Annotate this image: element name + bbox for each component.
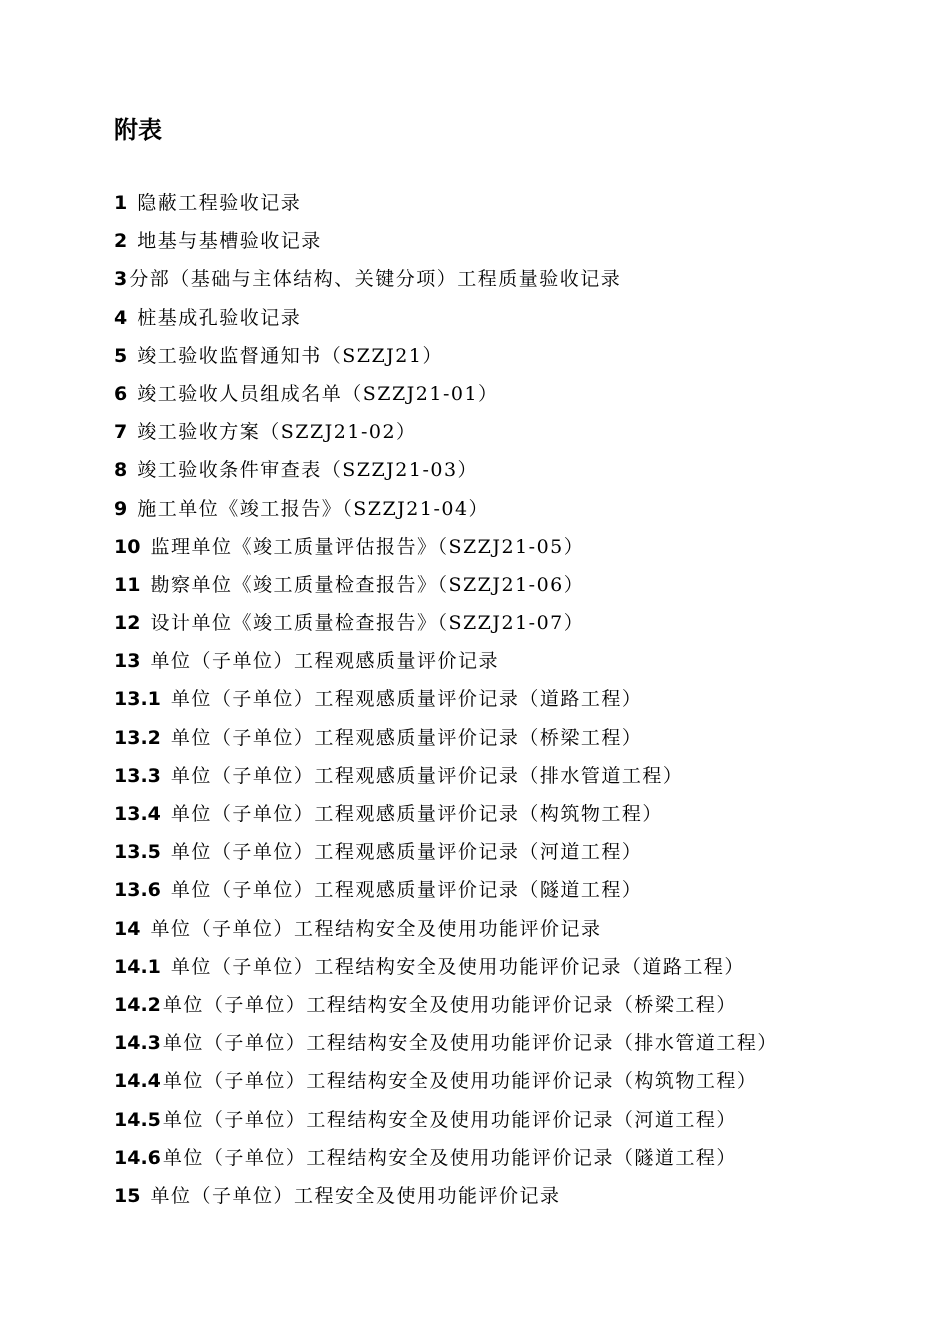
- list-item: [114, 719, 914, 757]
- appendix-list: [114, 184, 914, 1215]
- item-number: 15: [114, 1184, 141, 1207]
- item-number: 4: [114, 306, 128, 329]
- list-item: [114, 795, 914, 833]
- item-number: 13.1: [114, 688, 161, 711]
- item-number: 7: [114, 421, 128, 444]
- list-item: [114, 680, 914, 718]
- list-item: [114, 375, 914, 413]
- list-item: [114, 757, 914, 795]
- item-title: 单位（子单位）工程观感质量评价记录（桥梁工程）: [170, 726, 643, 749]
- list-item: [114, 871, 914, 909]
- item-number: 13.5: [114, 841, 161, 864]
- item-number: 14.5: [114, 1108, 161, 1131]
- list-item: [114, 184, 914, 222]
- item-number: 14: [114, 917, 141, 940]
- list-item: [114, 528, 914, 566]
- item-number: 6: [114, 382, 128, 405]
- list-item: [114, 222, 914, 260]
- list-item: [114, 299, 914, 337]
- item-title: 单位（子单位）工程结构安全及使用功能评价记录（道路工程）: [170, 955, 745, 978]
- item-title: 地基与基槽验收记录: [137, 230, 322, 253]
- item-number: 9: [114, 497, 128, 520]
- item-title: 桩基成孔验收记录: [137, 306, 302, 329]
- item-title: 施工单位《竣工报告》（SZZJ21-04）: [137, 497, 490, 520]
- list-item: [114, 833, 914, 871]
- item-title: 单位（子单位）工程观感质量评价记录（河道工程）: [170, 841, 643, 864]
- item-number: 14.6: [114, 1146, 161, 1169]
- item-title: 竣工验收条件审查表（SZZJ21-03）: [137, 459, 479, 482]
- item-title: 单位（子单位）工程结构安全及使用功能评价记录（桥梁工程）: [162, 993, 737, 1016]
- item-title: 单位（子单位）工程结构安全及使用功能评价记录（河道工程）: [162, 1108, 737, 1131]
- item-title: 单位（子单位）工程观感质量评价记录: [150, 650, 499, 673]
- list-item: [114, 451, 914, 489]
- list-item: [114, 986, 914, 1024]
- list-item: [114, 910, 914, 948]
- list-item: [114, 490, 914, 528]
- list-item: [114, 1062, 914, 1100]
- list-item: [114, 948, 914, 986]
- list-item: [114, 413, 914, 451]
- item-title: 单位（子单位）工程观感质量评价记录（排水管道工程）: [170, 764, 684, 787]
- page-title: 附表: [114, 116, 162, 144]
- item-number: 2: [114, 230, 128, 253]
- item-number: 14.1: [114, 955, 161, 978]
- list-item: [114, 1177, 914, 1215]
- item-title: 分部（基础与主体结构、关键分项）工程质量验收记录: [129, 268, 622, 291]
- item-title: 单位（子单位）工程安全及使用功能评价记录: [150, 1184, 561, 1207]
- item-number: 14.2: [114, 993, 161, 1016]
- item-title: 勘察单位《竣工质量检查报告》（SZZJ21-06）: [150, 573, 585, 596]
- item-number: 1: [114, 192, 128, 214]
- item-number: 5: [114, 344, 128, 367]
- item-title: 单位（子单位）工程观感质量评价记录（道路工程）: [170, 688, 643, 711]
- item-number: 13.6: [114, 879, 161, 902]
- item-title: 隐蔽工程验收记录: [137, 192, 302, 214]
- item-number: 3: [114, 268, 128, 291]
- list-item: [114, 1101, 914, 1139]
- item-number: 13.2: [114, 726, 161, 749]
- item-title: 监理单位《竣工质量评估报告》（SZZJ21-05）: [150, 535, 585, 558]
- item-title: 竣工验收人员组成名单（SZZJ21-01）: [137, 382, 499, 405]
- item-title: 单位（子单位）工程结构安全及使用功能评价记录（隧道工程）: [162, 1146, 737, 1169]
- list-item: [114, 337, 914, 375]
- item-title: 单位（子单位）工程观感质量评价记录（隧道工程）: [170, 879, 643, 902]
- item-number: 8: [114, 459, 128, 482]
- item-number: 13.4: [114, 803, 161, 825]
- item-title: 竣工验收监督通知书（SZZJ21）: [137, 344, 443, 367]
- list-item: [114, 604, 914, 642]
- item-number: 13.3: [114, 764, 161, 787]
- item-title: 单位（子单位）工程观感质量评价记录（构筑物工程）: [170, 803, 663, 825]
- item-title: 竣工验收方案（SZZJ21-02）: [137, 421, 417, 444]
- item-number: 10: [114, 535, 141, 558]
- list-item: [114, 1139, 914, 1177]
- item-title: 设计单位《竣工质量检查报告》（SZZJ21-07）: [150, 612, 585, 635]
- item-number: 11: [114, 573, 141, 596]
- list-item: [114, 1024, 914, 1062]
- item-number: 13: [114, 650, 141, 673]
- item-number: 14.4: [114, 1070, 161, 1093]
- item-title: 单位（子单位）工程结构安全及使用功能评价记录（构筑物工程）: [162, 1070, 758, 1093]
- item-title: 单位（子单位）工程结构安全及使用功能评价记录（排水管道工程）: [162, 1032, 778, 1055]
- item-title: 单位（子单位）工程结构安全及使用功能评价记录: [150, 917, 602, 940]
- item-number: 12: [114, 612, 141, 635]
- item-number: 14.3: [114, 1032, 161, 1055]
- document-page: [114, 110, 914, 1215]
- list-item: [114, 260, 914, 298]
- list-item: [114, 566, 914, 604]
- list-item: [114, 642, 914, 680]
